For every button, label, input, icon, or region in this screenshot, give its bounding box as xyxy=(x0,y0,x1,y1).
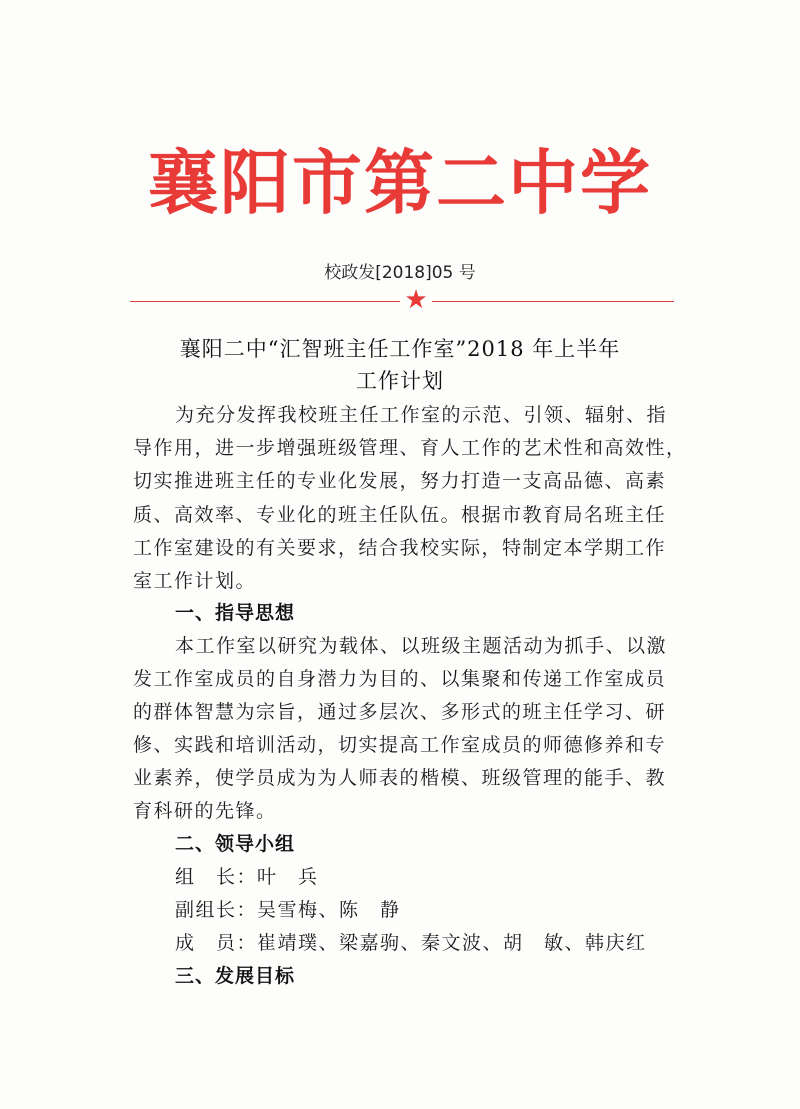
intro-line-5: 工作室建设的有关要求，结合我校实际，特制定本学期工作 xyxy=(133,537,667,559)
member-line-members: 成 员：崔靖璞、梁嘉驹、秦文波、胡 敏、韩庆红 xyxy=(175,932,647,954)
intro-line-6: 室工作计划。 xyxy=(133,570,257,592)
red-star-icon: ★ xyxy=(404,285,428,315)
red-divider-left xyxy=(130,301,400,302)
section1-line-1: 本工作室以研究为载体、以班级主题活动为抓手、以激 xyxy=(175,635,668,657)
section1-line-3: 的群体智慧为宗旨，通过多层次、多形式的班主任学习、研 xyxy=(133,701,667,723)
document-number: 校政发[2018]05 号 xyxy=(324,263,476,283)
intro-line-2: 导作用，进一步增强班级管理、育人工作的艺术性和高效性， xyxy=(133,437,687,459)
section1-line-5: 业素养，使学员成为为人师表的楷模、班级管理的能手、教 xyxy=(133,767,667,789)
section-heading-guiding-ideology: 一、指导思想 xyxy=(175,602,296,624)
intro-line-4: 质、高效率、专业化的班主任队伍。根据市教育局名班主任 xyxy=(133,504,667,526)
school-name-header: 襄阳市第二中学 xyxy=(148,142,652,224)
section1-line-2: 发工作室成员的自身潜力为目的、以集聚和传递工作室成员 xyxy=(133,668,667,690)
document-title-line-2: 工作计划 xyxy=(356,369,444,393)
section-heading-development-goals: 三、发展目标 xyxy=(175,965,296,987)
member-line-deputy: 副组长：吴雪梅、陈 静 xyxy=(175,899,401,921)
section-heading-leadership-group: 二、领导小组 xyxy=(175,833,296,855)
intro-line-3: 切实推进班主任的专业化发展，努力打造一支高品德、高素 xyxy=(133,470,667,492)
red-divider-right xyxy=(432,301,674,302)
section1-line-4: 修、实践和培训活动，切实提高工作室成员的师德修养和专 xyxy=(133,734,667,756)
section1-line-6: 育科研的先锋。 xyxy=(133,800,277,822)
member-line-leader: 组 长：叶 兵 xyxy=(175,866,319,888)
document-title-line-1: 襄阳二中“汇智班主任工作室”2018 年上半年 xyxy=(179,337,621,361)
intro-line-1: 为充分发挥我校班主任工作室的示范、引领、辐射、指 xyxy=(175,404,668,426)
